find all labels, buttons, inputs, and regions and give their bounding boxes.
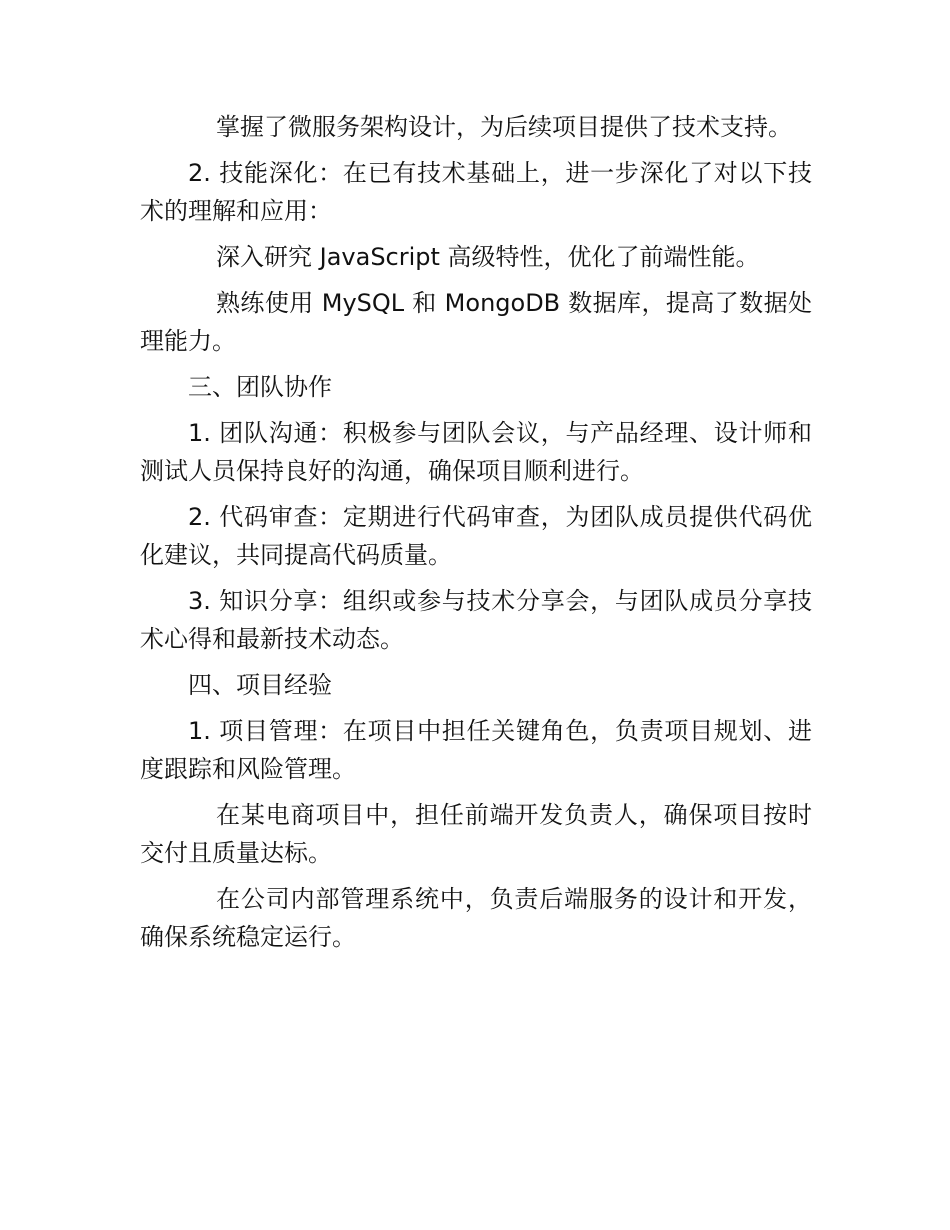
section-heading-project-experience: 四、项目经验 [188, 671, 332, 699]
paragraph-microservices: 掌握了微服务架构设计，为后续项目提供了技术支持。 [216, 113, 792, 141]
paragraph-javascript: 深入研究 JavaScript 高级特性，优化了前端性能。 [216, 243, 760, 271]
paragraph-internal-system: 在公司内部管理系统中，负责后端服务的设计和开发，确保系统稳定运行。 [140, 885, 812, 951]
paragraph-team-communication: 1. 团队沟通：积极参与团队会议，与产品经理、设计师和测试人员保持良好的沟通，确保项目顺利进行。 [140, 419, 812, 485]
paragraph-project-management: 1. 项目管理：在项目中担任关键角色，负责项目规划、进度跟踪和风险管理。 [140, 717, 812, 783]
paragraph-ecommerce-project: 在某电商项目中，担任前端开发负责人，确保项目按时交付且质量达标。 [140, 801, 812, 867]
paragraph-code-review: 2. 代码审查：定期进行代码审查，为团队成员提供代码优化建议，共同提高代码质量。 [140, 503, 812, 569]
paragraph-databases: 熟练使用 MySQL 和 MongoDB 数据库，提高了数据处理能力。 [140, 289, 812, 355]
paragraph-skill-deepening: 2. 技能深化：在已有技术基础上，进一步深化了对以下技术的理解和应用： [140, 159, 812, 225]
paragraph-knowledge-sharing: 3. 知识分享：组织或参与技术分享会，与团队成员分享技术心得和最新技术动态。 [140, 587, 812, 653]
section-heading-teamwork: 三、团队协作 [188, 373, 332, 401]
document-body [140, 108, 812, 964]
